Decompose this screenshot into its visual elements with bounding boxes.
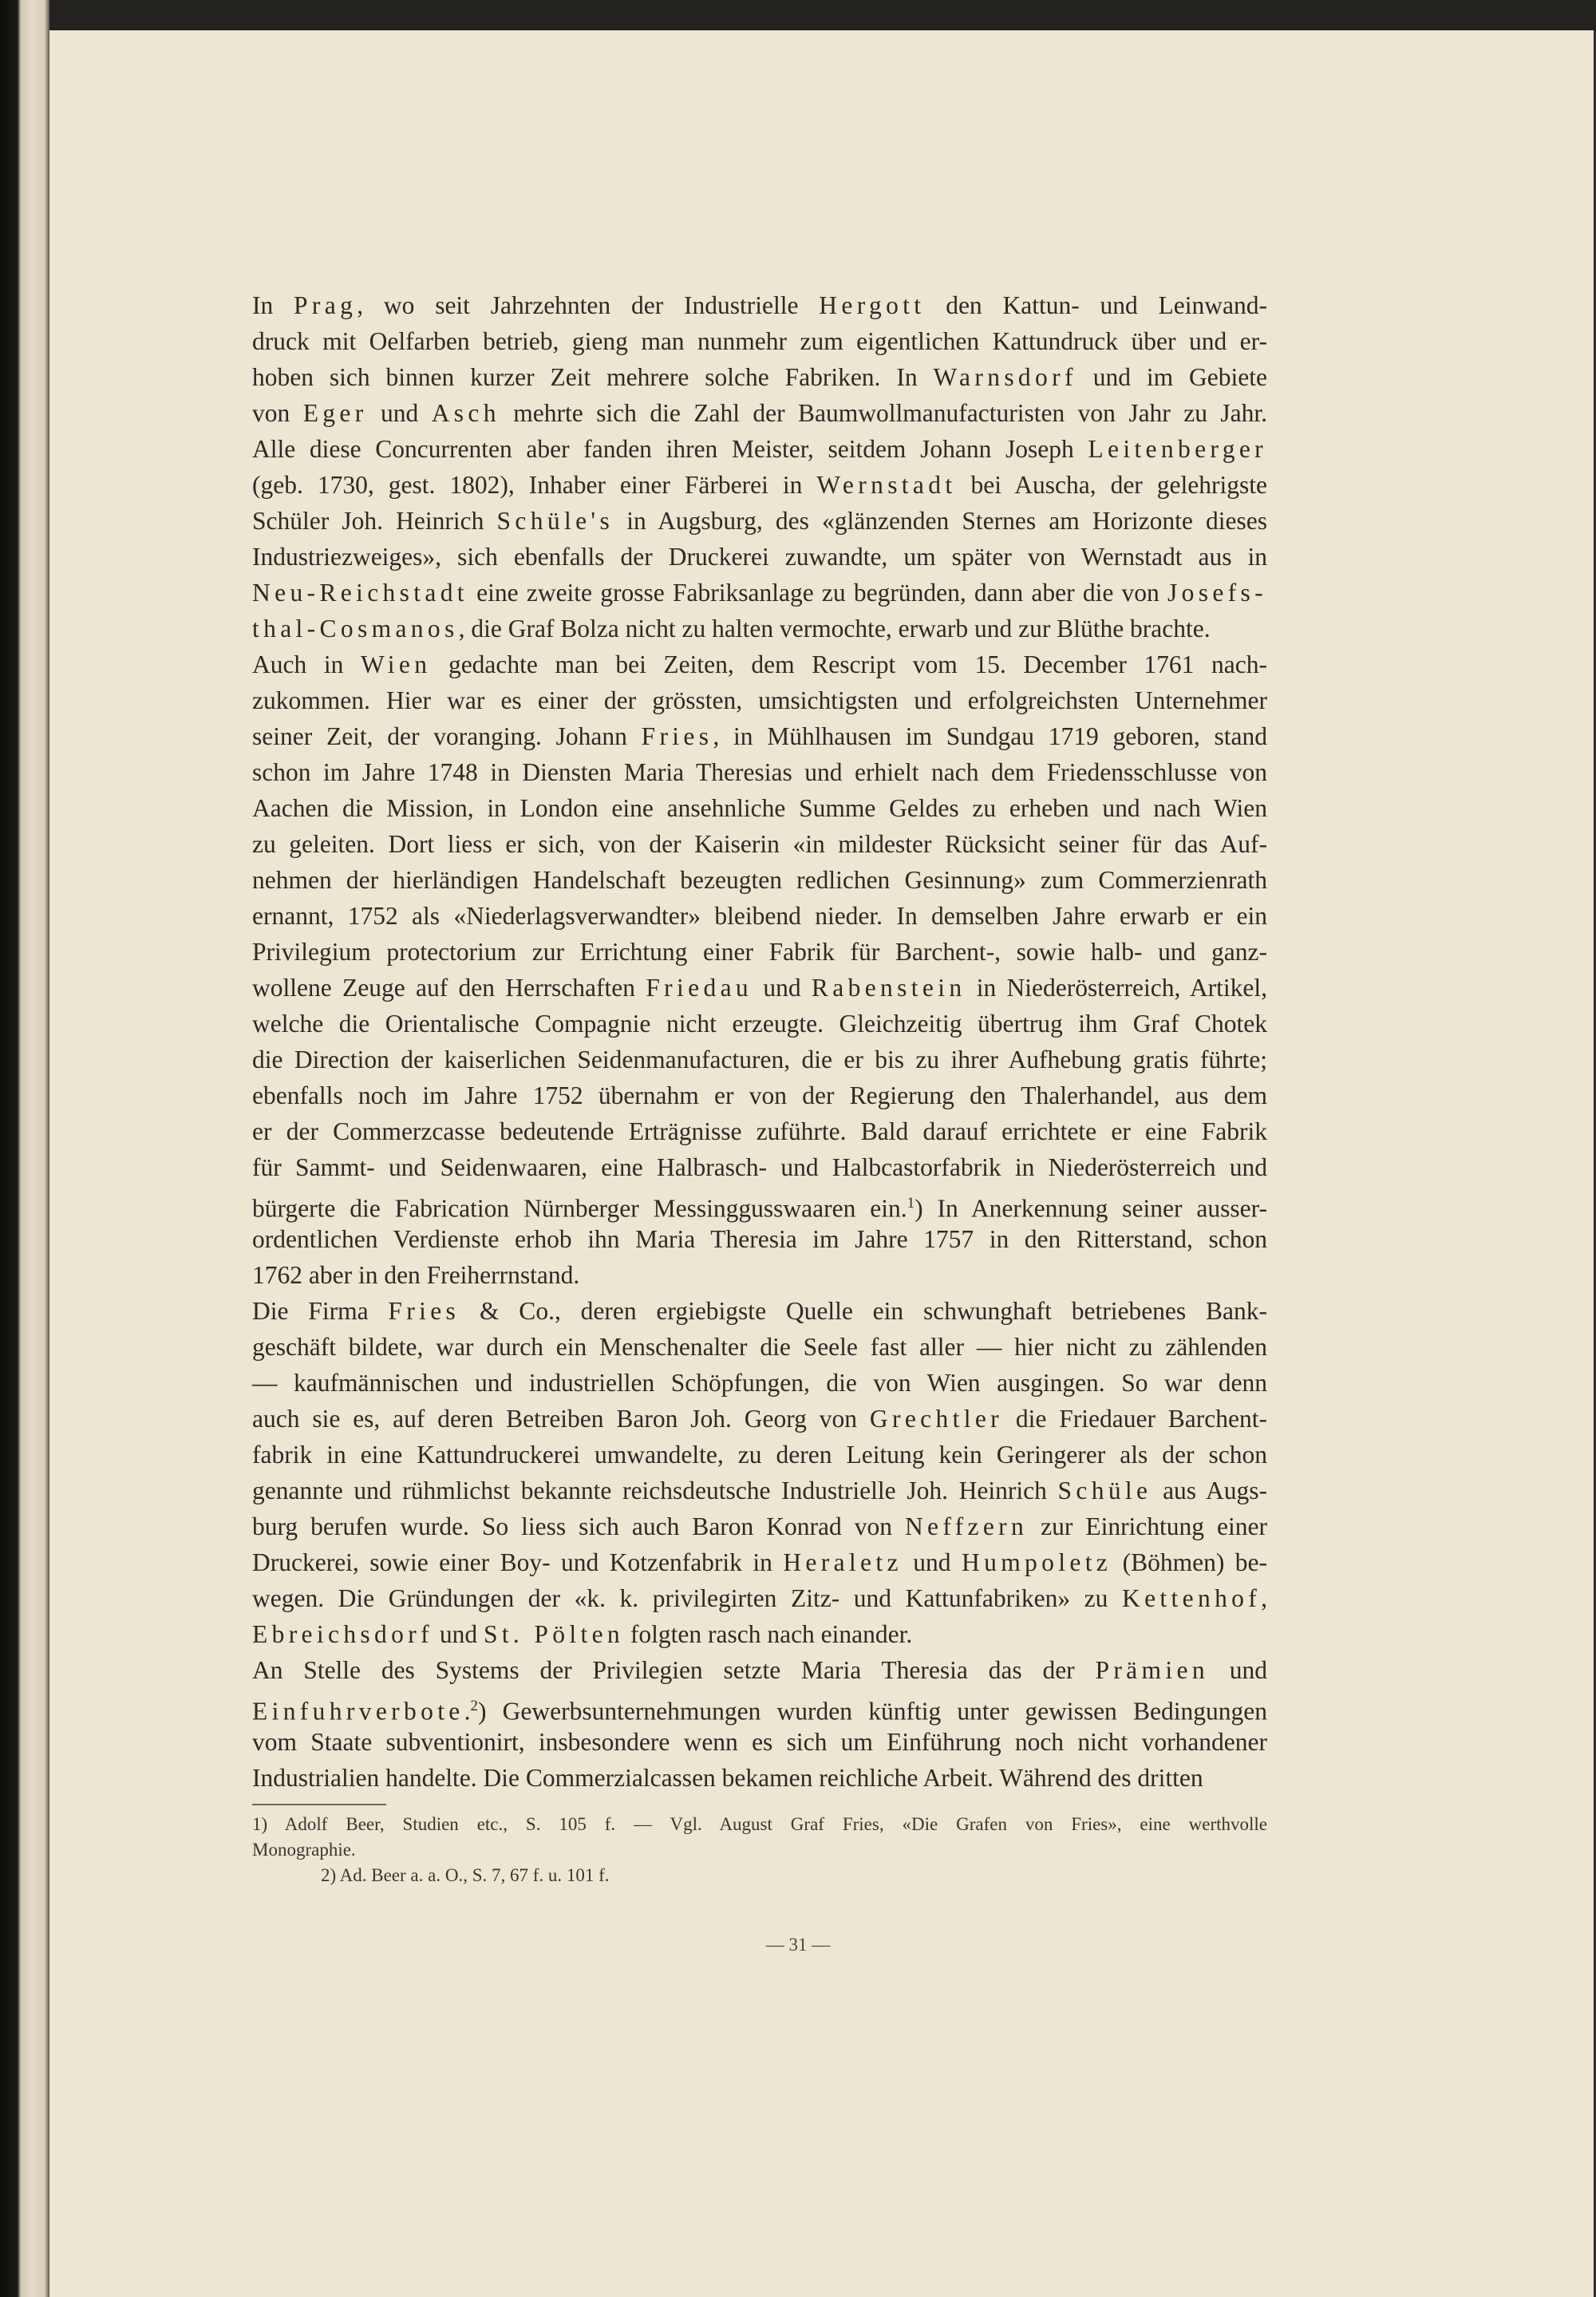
text-line [252, 862, 1267, 898]
spaced-name: Asch [431, 399, 500, 427]
footnote-rule [252, 1804, 386, 1805]
spaced-name: Fries [388, 1297, 460, 1325]
text-run: burg berufen wurde. So liess sich auch Baron Konrad von [252, 1512, 905, 1540]
text-run: ) Gewerbsunternehmungen wurden künftig unter gewissen Bedingungen [477, 1697, 1267, 1726]
text-line [252, 1113, 1267, 1149]
text-run: , wo seit Jahrzehnten der Industrielle [357, 291, 820, 319]
text-run: Alle diese Concurrenten aber fanden ihren Meister, seitdem Johann Joseph [252, 435, 1088, 463]
text-run: Schüler Joh. Heinrich [252, 507, 497, 535]
text-run: in Niederösterreich, Artikel, [966, 974, 1267, 1002]
text-run: nehmen der hierländigen Handelschaft bezeugten redlichen Gesinnung» zum Commerzienrath [252, 866, 1267, 894]
text-run: die Friedauer Barchent- [1003, 1405, 1267, 1433]
spaced-name: Schüle's [496, 507, 614, 535]
text-run: schon im Jahre 1748 in Diensten Maria Theresias und erhielt nach dem Friedensschlusse von [252, 758, 1267, 786]
text-run: bürgerte die Fabrication Nürnberger Messinggusswaaren ein. [252, 1194, 907, 1223]
text-line [252, 359, 1267, 395]
text-line [252, 323, 1267, 359]
text-run: auch sie es, auf deren Betreiben Baron Joh. Georg von [252, 1405, 870, 1433]
text-run: wollene Zeuge auf den Herrschaften [252, 974, 646, 1002]
text-line [252, 934, 1267, 970]
text-line [252, 1006, 1267, 1042]
text-line [252, 611, 1267, 646]
text-line [252, 395, 1267, 431]
text-line [252, 1401, 1267, 1437]
text-line [252, 718, 1267, 754]
text-run: eine zweite grosse Fabriksanlage zu begründen, dann aber die von [468, 579, 1168, 607]
text-run: folgten rasch nach einander. [624, 1620, 913, 1648]
text-line [252, 1257, 1267, 1293]
text-run: Privilegium protectorium zur Errichtung einer Fabrik für Barchent-, sowie halb- und ganz- [252, 938, 1267, 966]
text-line [252, 1293, 1267, 1329]
body-text [252, 287, 1267, 1796]
text-line [252, 1149, 1267, 1185]
text-run: mehrte sich die Zahl der Baumwollmanufacturisten von Jahr zu Jahr. [500, 399, 1268, 427]
text-run: Die Firma [252, 1297, 389, 1325]
text-run: Industriezweiges», sich ebenfalls der Druckerei zuwandte, um später von Wernstadt aus in [252, 543, 1267, 571]
text-run: wegen. Die Gründungen der «k. k. privilegirten Zitz- und Kattunfabriken» zu [252, 1584, 1122, 1612]
text-run: und [1208, 1656, 1267, 1684]
text-run: zur Einrichtung einer [1028, 1512, 1267, 1540]
text-run: druck mit Oelfarben betrieb, gieng man nunmehr zum eigentlichen Kattundruck über und er- [252, 327, 1267, 355]
text-line [252, 539, 1267, 575]
text-run: ) In Anerkennung seiner ausser- [915, 1194, 1267, 1223]
text-run: , die Graf Bolza nicht zu halten vermochte, erwarb und zur Blüthe brachte. [458, 615, 1211, 642]
text-run: Auch in [252, 650, 361, 678]
footnote-line: 2) Ad. Beer a. a. O., S. 7, 67 f. u. 101 f. [321, 1865, 610, 1885]
spaced-name: Einfuhrverbote [252, 1697, 464, 1726]
spaced-name: Wernstadt [816, 471, 957, 499]
text-line [252, 1365, 1267, 1401]
text-run: von [252, 399, 303, 427]
text-run: . [464, 1697, 471, 1726]
spaced-name: Prag [294, 291, 358, 319]
page-number: — 31 — [765, 1935, 831, 1955]
spaced-name: Leitenberger [1088, 435, 1267, 463]
text-line [252, 431, 1267, 467]
text-run: und [902, 1548, 962, 1576]
spaced-name: Hergott [819, 291, 926, 319]
text-run: — kaufmännischen und industriellen Schöpfungen, die von Wien ausgingen. So war denn [252, 1369, 1267, 1397]
text-run: Druckerei, sowie einer Boy- und Kotzenfabrik in [252, 1548, 784, 1576]
spaced-name: Neffzern [904, 1512, 1029, 1540]
text-line [252, 646, 1267, 682]
text-run: welche die Orientalische Compagnie nicht erzeugte. Gleichzeitig übertrug ihm Graf Chotek [252, 1010, 1267, 1038]
spaced-name: Warnsdorf [933, 363, 1077, 391]
text-run: (geb. 1730, gest. 1802), Inhaber einer Färberei in [252, 471, 817, 499]
spaced-name: Friedau [646, 974, 753, 1002]
text-run: An Stelle des Systems der Privilegien setzte Maria Theresia das der [252, 1656, 1096, 1684]
text-run: (Böhmen) be- [1112, 1548, 1267, 1576]
spaced-name: thal-Cosmanos [252, 615, 459, 642]
text-run: ordentlichen Verdienste erhob ihn Maria Theresia im Jahre 1757 in den Ritterstand, schon [252, 1225, 1267, 1253]
text-line [252, 682, 1267, 718]
text-run: und [367, 399, 432, 427]
text-line [252, 1760, 1267, 1796]
spaced-name: Josefs- [1167, 579, 1267, 607]
text-line [252, 1329, 1267, 1365]
text-line [252, 1221, 1267, 1257]
text-run: , in Mühlhausen im Sundgau 1719 geboren, stand [713, 722, 1268, 750]
spaced-name: Ebreichsdorf [252, 1620, 433, 1648]
text-line [252, 754, 1267, 790]
spaced-name: Wien [360, 650, 432, 678]
spaced-name: Humpoletz [961, 1548, 1112, 1576]
text-line [252, 1580, 1267, 1616]
text-run: fabrik in eine Kattundruckerei umwandelte, zu deren Leitung kein Geringerer als der schon [252, 1441, 1267, 1469]
text-run: und [753, 974, 812, 1002]
spaced-name: Prämien [1095, 1656, 1209, 1684]
text-line [252, 1688, 1267, 1724]
spaced-name: Fries [641, 722, 713, 750]
text-run: 1762 aber in den Freiherrnstand. [252, 1261, 580, 1289]
spaced-name: Eger [302, 399, 368, 427]
spaced-name: St. Pölten [483, 1620, 625, 1648]
text-run: gedachte man bei Zeiten, dem Rescript vom 15. December 1761 nach- [431, 650, 1267, 678]
text-run: bei Auscha, der gelehrigste [956, 471, 1267, 499]
text-run: ebenfalls noch im Jahre 1752 übernahm er von der Regierung den Thalerhandel, aus dem [252, 1081, 1267, 1109]
text-run: ernannt, 1752 als «Niederlagsverwandter» bleibend nieder. In demselben Jahre erwarb er ein [252, 902, 1267, 930]
text-line [252, 1544, 1267, 1580]
spaced-name: Neu-Reichstadt [252, 579, 468, 607]
spaced-name: Rabenstein [811, 974, 966, 1002]
footnote-line: 1) Adolf Beer, Studien etc., S. 105 f. — Vgl. August Graf Fries, «Die Grafen von Fries», eine werthvolle [252, 1814, 1267, 1834]
text-run: er der Commerzcasse bedeutende Erträgnisse zuführte. Bald darauf errichtete er eine Fabrik [252, 1117, 1267, 1145]
text-run: in Augsburg, des «glänzenden Sternes am Horizonte dieses [614, 507, 1267, 535]
spaced-name: Schüle [1057, 1477, 1152, 1504]
text-run: , [1261, 1584, 1267, 1612]
text-run: die Direction der kaiserlichen Seidenmanufacturen, die er bis zu ihrer Aufhebung gratis führte; [252, 1046, 1267, 1073]
scan-border [49, 0, 1596, 30]
text-line [252, 1473, 1267, 1508]
text-run: Aachen die Mission, in London eine ansehnliche Summe Geldes zu erheben und nach Wien [252, 794, 1267, 822]
text-line [252, 898, 1267, 934]
text-line [252, 1616, 1267, 1652]
text-run: genannte und rühmlichst bekannte reichsdeutsche Industrielle Joh. Heinrich [252, 1477, 1058, 1504]
footnote-marker: 2 [470, 1698, 478, 1714]
text-line [252, 503, 1267, 539]
text-line [252, 467, 1267, 503]
text-line [252, 1508, 1267, 1544]
footnotes [252, 1812, 1267, 1888]
text-line [252, 1042, 1267, 1077]
footnote-line: Monographie. [252, 1840, 356, 1860]
text-line [252, 1185, 1267, 1221]
text-run: & Co., deren ergiebigste Quelle ein schwunghaft betriebenes Bank- [460, 1297, 1267, 1325]
text-line [252, 1077, 1267, 1113]
spaced-name: Kettenhof [1121, 1584, 1262, 1612]
text-run: und im Gebiete [1077, 363, 1267, 391]
text-run: für Sammt- und Seidenwaaren, eine Halbrasch- und Halbcastorfabrik in Niederösterreich und [252, 1153, 1267, 1181]
text-line [252, 826, 1267, 862]
spaced-name: Heraletz [783, 1548, 903, 1576]
text-run: zu geleiten. Dort liess er sich, von der Kaiserin «in mildester Rücksicht seiner für das Auf- [252, 830, 1267, 858]
text-run: In [252, 291, 294, 319]
text-run: aus Augs- [1152, 1477, 1267, 1504]
text-run: geschäft bildete, war durch ein Menschenalter die Seele fast aller — hier nicht zu zählenden [252, 1333, 1267, 1361]
text-line [252, 790, 1267, 826]
text-line [252, 1437, 1267, 1473]
text-run: den Kattun- und Leinwand- [925, 291, 1267, 319]
text-line [252, 1652, 1267, 1688]
text-run: seiner Zeit, der voranging. Johann [252, 722, 642, 750]
text-line [252, 1724, 1267, 1760]
text-line [252, 287, 1267, 323]
text-run: zukommen. Hier war es einer der grössten, umsichtigsten und erfolgreichsten Unternehmer [252, 686, 1267, 714]
text-run: Industrialien handelte. Die Commerzialcassen bekamen reichliche Arbeit. Während des dritten [252, 1764, 1203, 1792]
text-run: vom Staate subventionirt, insbesondere wenn es sich um Einführung noch nicht vorhandener [252, 1728, 1267, 1756]
text-line [252, 970, 1267, 1006]
footnote-marker: 1 [907, 1195, 915, 1212]
text-run: und [433, 1620, 484, 1648]
text-run: hoben sich binnen kurzer Zeit mehrere solche Fabriken. In [252, 363, 934, 391]
text-line [252, 575, 1267, 611]
spaced-name: Grechtler [869, 1405, 1004, 1433]
